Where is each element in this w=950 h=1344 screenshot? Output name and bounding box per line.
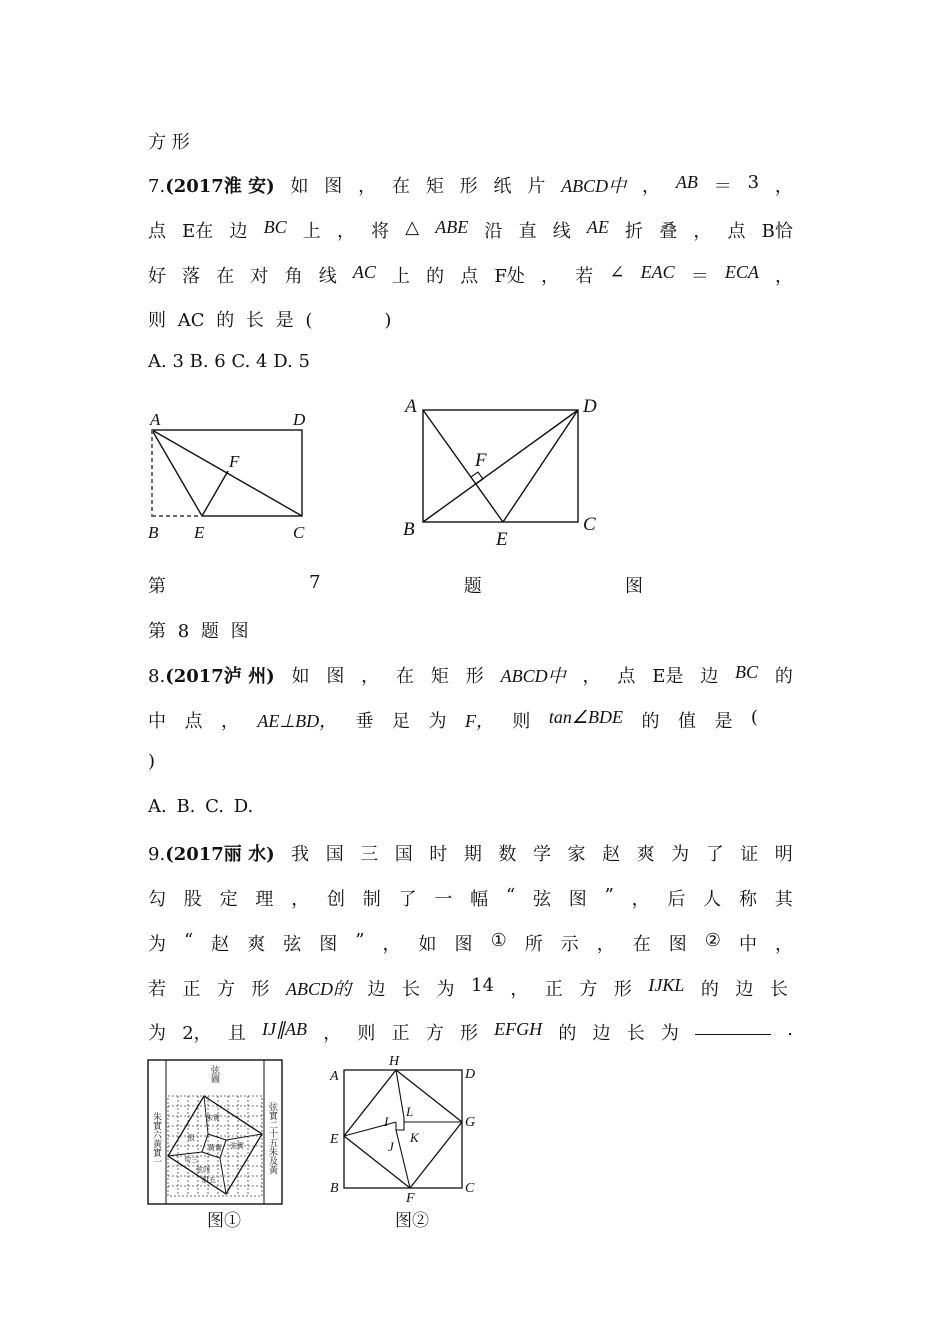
text-token: 直 bbox=[518, 221, 537, 242]
text-token: 9.(2017丽 水) bbox=[148, 844, 275, 865]
text-token: 的 bbox=[426, 266, 445, 287]
text-token: 线 bbox=[552, 221, 571, 242]
text-token: 如 bbox=[418, 934, 437, 955]
text-token: 方 bbox=[217, 979, 235, 1000]
figure-q7 bbox=[140, 404, 320, 549]
label-k: K bbox=[410, 1130, 419, 1145]
left-label: 朱實六黃實一 bbox=[152, 1112, 162, 1166]
q7-line-1 bbox=[148, 172, 793, 198]
text-token: AE bbox=[586, 217, 609, 237]
text-token: tan∠BDE bbox=[548, 707, 624, 727]
label-f: F bbox=[229, 452, 240, 471]
text-token: 线 bbox=[318, 266, 337, 287]
text-token: 爽 bbox=[247, 934, 266, 955]
q9-line-5 bbox=[148, 1019, 793, 1045]
segment-bd bbox=[423, 410, 578, 522]
text-token: 14 bbox=[471, 975, 494, 996]
q7-line-4: 则 AC 的 长 是 ( ) bbox=[148, 310, 392, 331]
text-token: 图 bbox=[324, 176, 343, 197]
text-token: 8.(2017泸 州) bbox=[148, 666, 275, 687]
text-token: ， bbox=[361, 666, 380, 687]
text-token: 边 bbox=[229, 221, 248, 242]
text-token: 勾 bbox=[148, 889, 166, 910]
figure-q8 bbox=[395, 390, 615, 550]
text-token: 图 bbox=[326, 666, 345, 687]
text-token: ABCD中 bbox=[561, 176, 627, 196]
text-token: 股 bbox=[183, 889, 202, 910]
right-label: 弦實二十五朱及黃 bbox=[268, 1102, 278, 1174]
text-token: 将 bbox=[371, 221, 390, 242]
text-token: 2， bbox=[182, 1023, 212, 1044]
label-b: B bbox=[148, 523, 159, 542]
segment-ef bbox=[202, 471, 228, 516]
text-token: ABCD中 bbox=[500, 666, 566, 686]
text-token: 一 bbox=[434, 889, 453, 910]
text-token: ( bbox=[750, 707, 758, 728]
q8-line-3: ) bbox=[148, 751, 156, 772]
text-token: 值 bbox=[677, 711, 696, 732]
text-token: BC bbox=[735, 662, 759, 682]
text-token: 中 bbox=[738, 934, 757, 955]
text-token: IJKL bbox=[648, 975, 685, 995]
text-token: 理 bbox=[255, 889, 274, 910]
q9-line-2 bbox=[148, 885, 793, 911]
text-token: 的 bbox=[641, 711, 660, 732]
text-token: 则 bbox=[357, 1023, 376, 1044]
text-token: 形 bbox=[251, 979, 270, 1000]
text-token: 家 bbox=[567, 844, 586, 865]
text-token: ， bbox=[323, 1023, 342, 1044]
text-token: 国 bbox=[394, 844, 413, 865]
text-token: “ bbox=[505, 885, 516, 906]
q9-line-3 bbox=[148, 930, 793, 956]
text-token: 学 bbox=[532, 844, 551, 865]
segment-ae bbox=[152, 430, 202, 516]
label-a: A bbox=[405, 396, 417, 417]
answer-blank[interactable] bbox=[695, 1020, 771, 1035]
text-token: 对 bbox=[250, 266, 269, 287]
text-token: AB bbox=[675, 172, 698, 192]
text-token: 的 bbox=[700, 979, 719, 1000]
text-token: 7 bbox=[309, 572, 321, 593]
text-token: 了 bbox=[398, 889, 417, 910]
text-line bbox=[148, 128, 793, 154]
text-token: 是 bbox=[714, 711, 733, 732]
text-token: EFGH bbox=[494, 1019, 543, 1039]
text-token: 片 bbox=[527, 176, 546, 197]
q8-figure-caption: 第 8 题 图 bbox=[148, 621, 249, 642]
text-token: ， bbox=[358, 176, 377, 197]
text-token: F， bbox=[464, 711, 494, 731]
text-token: 三 bbox=[360, 844, 379, 865]
text-token: 上 bbox=[392, 266, 410, 287]
label-e: E bbox=[496, 529, 508, 550]
label-l: L bbox=[406, 1104, 414, 1119]
text-token: 时 bbox=[429, 844, 448, 865]
text-token: 赵 bbox=[602, 844, 621, 865]
text-token: 垂 bbox=[355, 711, 374, 732]
figure-q9-1 bbox=[146, 1058, 286, 1208]
text-token: ∠ bbox=[609, 262, 625, 283]
square-abcd bbox=[344, 1070, 462, 1188]
text-token: △ bbox=[405, 217, 420, 238]
text-token: 正 bbox=[182, 979, 201, 1000]
inner-label: 股 bbox=[188, 1134, 195, 1142]
text-token: 形 bbox=[613, 979, 632, 1000]
text-token: ， bbox=[291, 889, 310, 910]
text-token: 为 bbox=[148, 1023, 166, 1044]
text-token: 形 bbox=[465, 666, 484, 687]
text-token: 上 bbox=[302, 221, 321, 242]
text-token: ” bbox=[604, 885, 614, 906]
text-token: 题 bbox=[463, 576, 482, 597]
figure-9-1-caption: 图① bbox=[207, 1211, 241, 1231]
q9-line-1 bbox=[148, 840, 793, 866]
text-token: 长 bbox=[626, 1023, 645, 1044]
text-token: ， bbox=[541, 266, 560, 287]
text-token: 在 bbox=[391, 176, 410, 197]
text-token: ABE bbox=[435, 217, 469, 237]
inner-label: 弦四 bbox=[196, 1166, 210, 1174]
label-a: A bbox=[330, 1069, 339, 1084]
text-token: ， bbox=[220, 711, 239, 732]
text-token: 为 bbox=[671, 844, 690, 865]
text-token: 后 bbox=[667, 889, 686, 910]
q9-line-4 bbox=[148, 975, 788, 1001]
text-token: 方 bbox=[425, 1023, 444, 1044]
label-h: H bbox=[389, 1054, 400, 1069]
text-token: 图 bbox=[454, 934, 473, 955]
text-token: 我 bbox=[291, 844, 310, 865]
figure-9-2-caption: 图② bbox=[395, 1211, 429, 1231]
text-token: 边 bbox=[592, 1023, 611, 1044]
label-i: I bbox=[384, 1114, 389, 1129]
text-token: 的 bbox=[774, 666, 793, 687]
text-token: 正 bbox=[391, 1023, 410, 1044]
text-token: F处 bbox=[494, 266, 525, 287]
text-token: E在 bbox=[182, 221, 214, 242]
label-c: C bbox=[465, 1181, 475, 1196]
inner-label: 股五 bbox=[202, 1176, 216, 1184]
text-token: 制 bbox=[362, 889, 381, 910]
label-c: C bbox=[583, 514, 596, 535]
text-token: ， bbox=[336, 221, 355, 242]
text-token: ＝ bbox=[690, 266, 709, 287]
label-d: D bbox=[465, 1067, 476, 1082]
q7-line-3 bbox=[148, 262, 793, 288]
text-token: EAC bbox=[640, 262, 675, 282]
q7-line-2 bbox=[148, 217, 793, 243]
text-token: 足 bbox=[392, 711, 411, 732]
text-token: 沿 bbox=[484, 221, 503, 242]
text-token: 正 bbox=[544, 979, 563, 1000]
text-token: 数 bbox=[498, 844, 517, 865]
text-token: 其 bbox=[774, 889, 793, 910]
text-token bbox=[695, 1019, 771, 1045]
text-token: AE⊥BD， bbox=[257, 711, 338, 731]
text-token: 形 bbox=[459, 1023, 478, 1044]
text-token: 边 bbox=[367, 979, 386, 1000]
label-j: J bbox=[388, 1139, 394, 1154]
text-token: 在 bbox=[632, 934, 651, 955]
text-token: 方 bbox=[579, 979, 598, 1000]
text-token: BC bbox=[263, 217, 287, 237]
text-token: . bbox=[787, 1019, 793, 1040]
text-token: ECA bbox=[724, 262, 759, 282]
text-token: 如 bbox=[291, 666, 310, 687]
text-token: 期 bbox=[463, 844, 482, 865]
text-token: 人 bbox=[703, 889, 722, 910]
text-token: 叠 bbox=[659, 221, 678, 242]
text-token: 中 bbox=[148, 711, 166, 732]
label-a: A bbox=[150, 410, 161, 429]
label-b: B bbox=[403, 519, 415, 540]
text-token: ， bbox=[774, 176, 793, 197]
q7-options: A. 3 B. 6 C. 4 D. 5 bbox=[148, 351, 310, 372]
text-token: 7.(2017淮 安) bbox=[148, 176, 275, 197]
text-token: 的 bbox=[558, 1023, 577, 1044]
text-token: ， bbox=[596, 934, 615, 955]
text-token: 若 bbox=[148, 979, 166, 1000]
text-token: 图 bbox=[568, 889, 587, 910]
inner-label: 弦實 bbox=[230, 1142, 244, 1150]
label-g: G bbox=[465, 1115, 476, 1130]
text-token: 了 bbox=[705, 844, 724, 865]
text-token: ， bbox=[510, 979, 529, 1000]
text-token: ， bbox=[693, 221, 712, 242]
text-token: 矩 bbox=[425, 176, 444, 197]
q8-line-2 bbox=[148, 707, 758, 733]
text-token: 为 bbox=[436, 979, 455, 1000]
text-token: 则 bbox=[512, 711, 531, 732]
label-e: E bbox=[194, 523, 205, 542]
text-token: ” bbox=[355, 930, 365, 951]
text-token: IJ∥AB bbox=[262, 1019, 307, 1039]
text-token: 幅 bbox=[470, 889, 489, 910]
text-token: ， bbox=[631, 889, 650, 910]
label-d: D bbox=[583, 396, 597, 417]
text-token: 点 bbox=[617, 666, 636, 687]
text-token: 图 bbox=[624, 576, 643, 597]
q8-line-1 bbox=[148, 662, 793, 688]
label-f: F bbox=[406, 1191, 415, 1204]
text-token: ① bbox=[490, 930, 507, 951]
inner-label: 朱實 bbox=[206, 1114, 220, 1122]
text-token: 弦 bbox=[283, 934, 302, 955]
text-token: 点 bbox=[460, 266, 479, 287]
text-token: 创 bbox=[326, 889, 345, 910]
square-ijkl bbox=[396, 1118, 404, 1130]
label-c: C bbox=[293, 523, 305, 542]
inner-label: 黃實 bbox=[208, 1144, 222, 1152]
text-token: AC bbox=[352, 262, 376, 282]
text-token: 爽 bbox=[636, 844, 655, 865]
text-token: 点 bbox=[184, 711, 203, 732]
text-token: 为 bbox=[148, 934, 166, 955]
inner-label: 句三 bbox=[184, 1156, 198, 1164]
text-token: 且 bbox=[227, 1023, 246, 1044]
text-token: 定 bbox=[219, 889, 238, 910]
text-token: 所 bbox=[524, 934, 543, 955]
text-token: 纸 bbox=[493, 176, 512, 197]
text-token: 如 bbox=[290, 176, 309, 197]
text-token: 形 bbox=[459, 176, 478, 197]
label-d: D bbox=[293, 410, 306, 429]
text-token: ② bbox=[704, 930, 721, 951]
segment-de bbox=[503, 410, 578, 522]
square-efgh bbox=[344, 1070, 462, 1188]
text-token: 证 bbox=[740, 844, 759, 865]
text-token: ， bbox=[774, 934, 793, 955]
text-token: 点 bbox=[148, 221, 166, 242]
q8-options: A. B. C. D. bbox=[148, 796, 254, 817]
text-token: 为 bbox=[660, 1023, 679, 1044]
text-token: 好 bbox=[148, 266, 166, 287]
text-token: 示 bbox=[560, 934, 579, 955]
text-token: 落 bbox=[182, 266, 201, 287]
text-token: 为 bbox=[428, 711, 447, 732]
text-token: 矩 bbox=[430, 666, 449, 687]
text-token: 角 bbox=[284, 266, 303, 287]
text-token: “ bbox=[184, 930, 194, 951]
text-token: 在 bbox=[396, 666, 415, 687]
top-label: 弦圖 bbox=[210, 1065, 220, 1083]
text-token: 若 bbox=[575, 266, 594, 287]
text-token: 长 bbox=[402, 979, 420, 1000]
text-token: ABCD的 bbox=[286, 979, 351, 999]
text-token: 边 bbox=[700, 666, 719, 687]
text-token: ， bbox=[775, 266, 793, 287]
label-b: B bbox=[330, 1181, 339, 1196]
text-token: ， bbox=[642, 176, 661, 197]
continued-text: 方 形 bbox=[148, 132, 190, 153]
text-token: 长 bbox=[769, 979, 788, 1000]
label-e: E bbox=[330, 1132, 339, 1147]
text-token: ， bbox=[582, 666, 601, 687]
text-token: E是 bbox=[652, 666, 684, 687]
text-token: B恰 bbox=[761, 221, 793, 242]
figure-q9-2 bbox=[326, 1052, 481, 1204]
text-token: 称 bbox=[738, 889, 757, 910]
text-token: 国 bbox=[325, 844, 344, 865]
text-token: 图 bbox=[668, 934, 687, 955]
text-token: ， bbox=[382, 934, 401, 955]
text-token: 3 bbox=[747, 172, 760, 193]
label-f: F bbox=[475, 450, 487, 471]
text-token: 图 bbox=[319, 934, 338, 955]
text-token: ＝ bbox=[713, 176, 732, 197]
text-token: 在 bbox=[216, 266, 235, 287]
text-token: 赵 bbox=[211, 934, 230, 955]
text-token: 弦 bbox=[532, 889, 551, 910]
q7-figure-caption bbox=[148, 572, 643, 598]
text-token: 明 bbox=[774, 844, 793, 865]
text-token: 点 bbox=[727, 221, 746, 242]
text-token: 第 bbox=[148, 576, 166, 597]
segment-ae bbox=[423, 410, 503, 522]
text-token: 折 bbox=[625, 221, 644, 242]
text-token: 边 bbox=[735, 979, 754, 1000]
